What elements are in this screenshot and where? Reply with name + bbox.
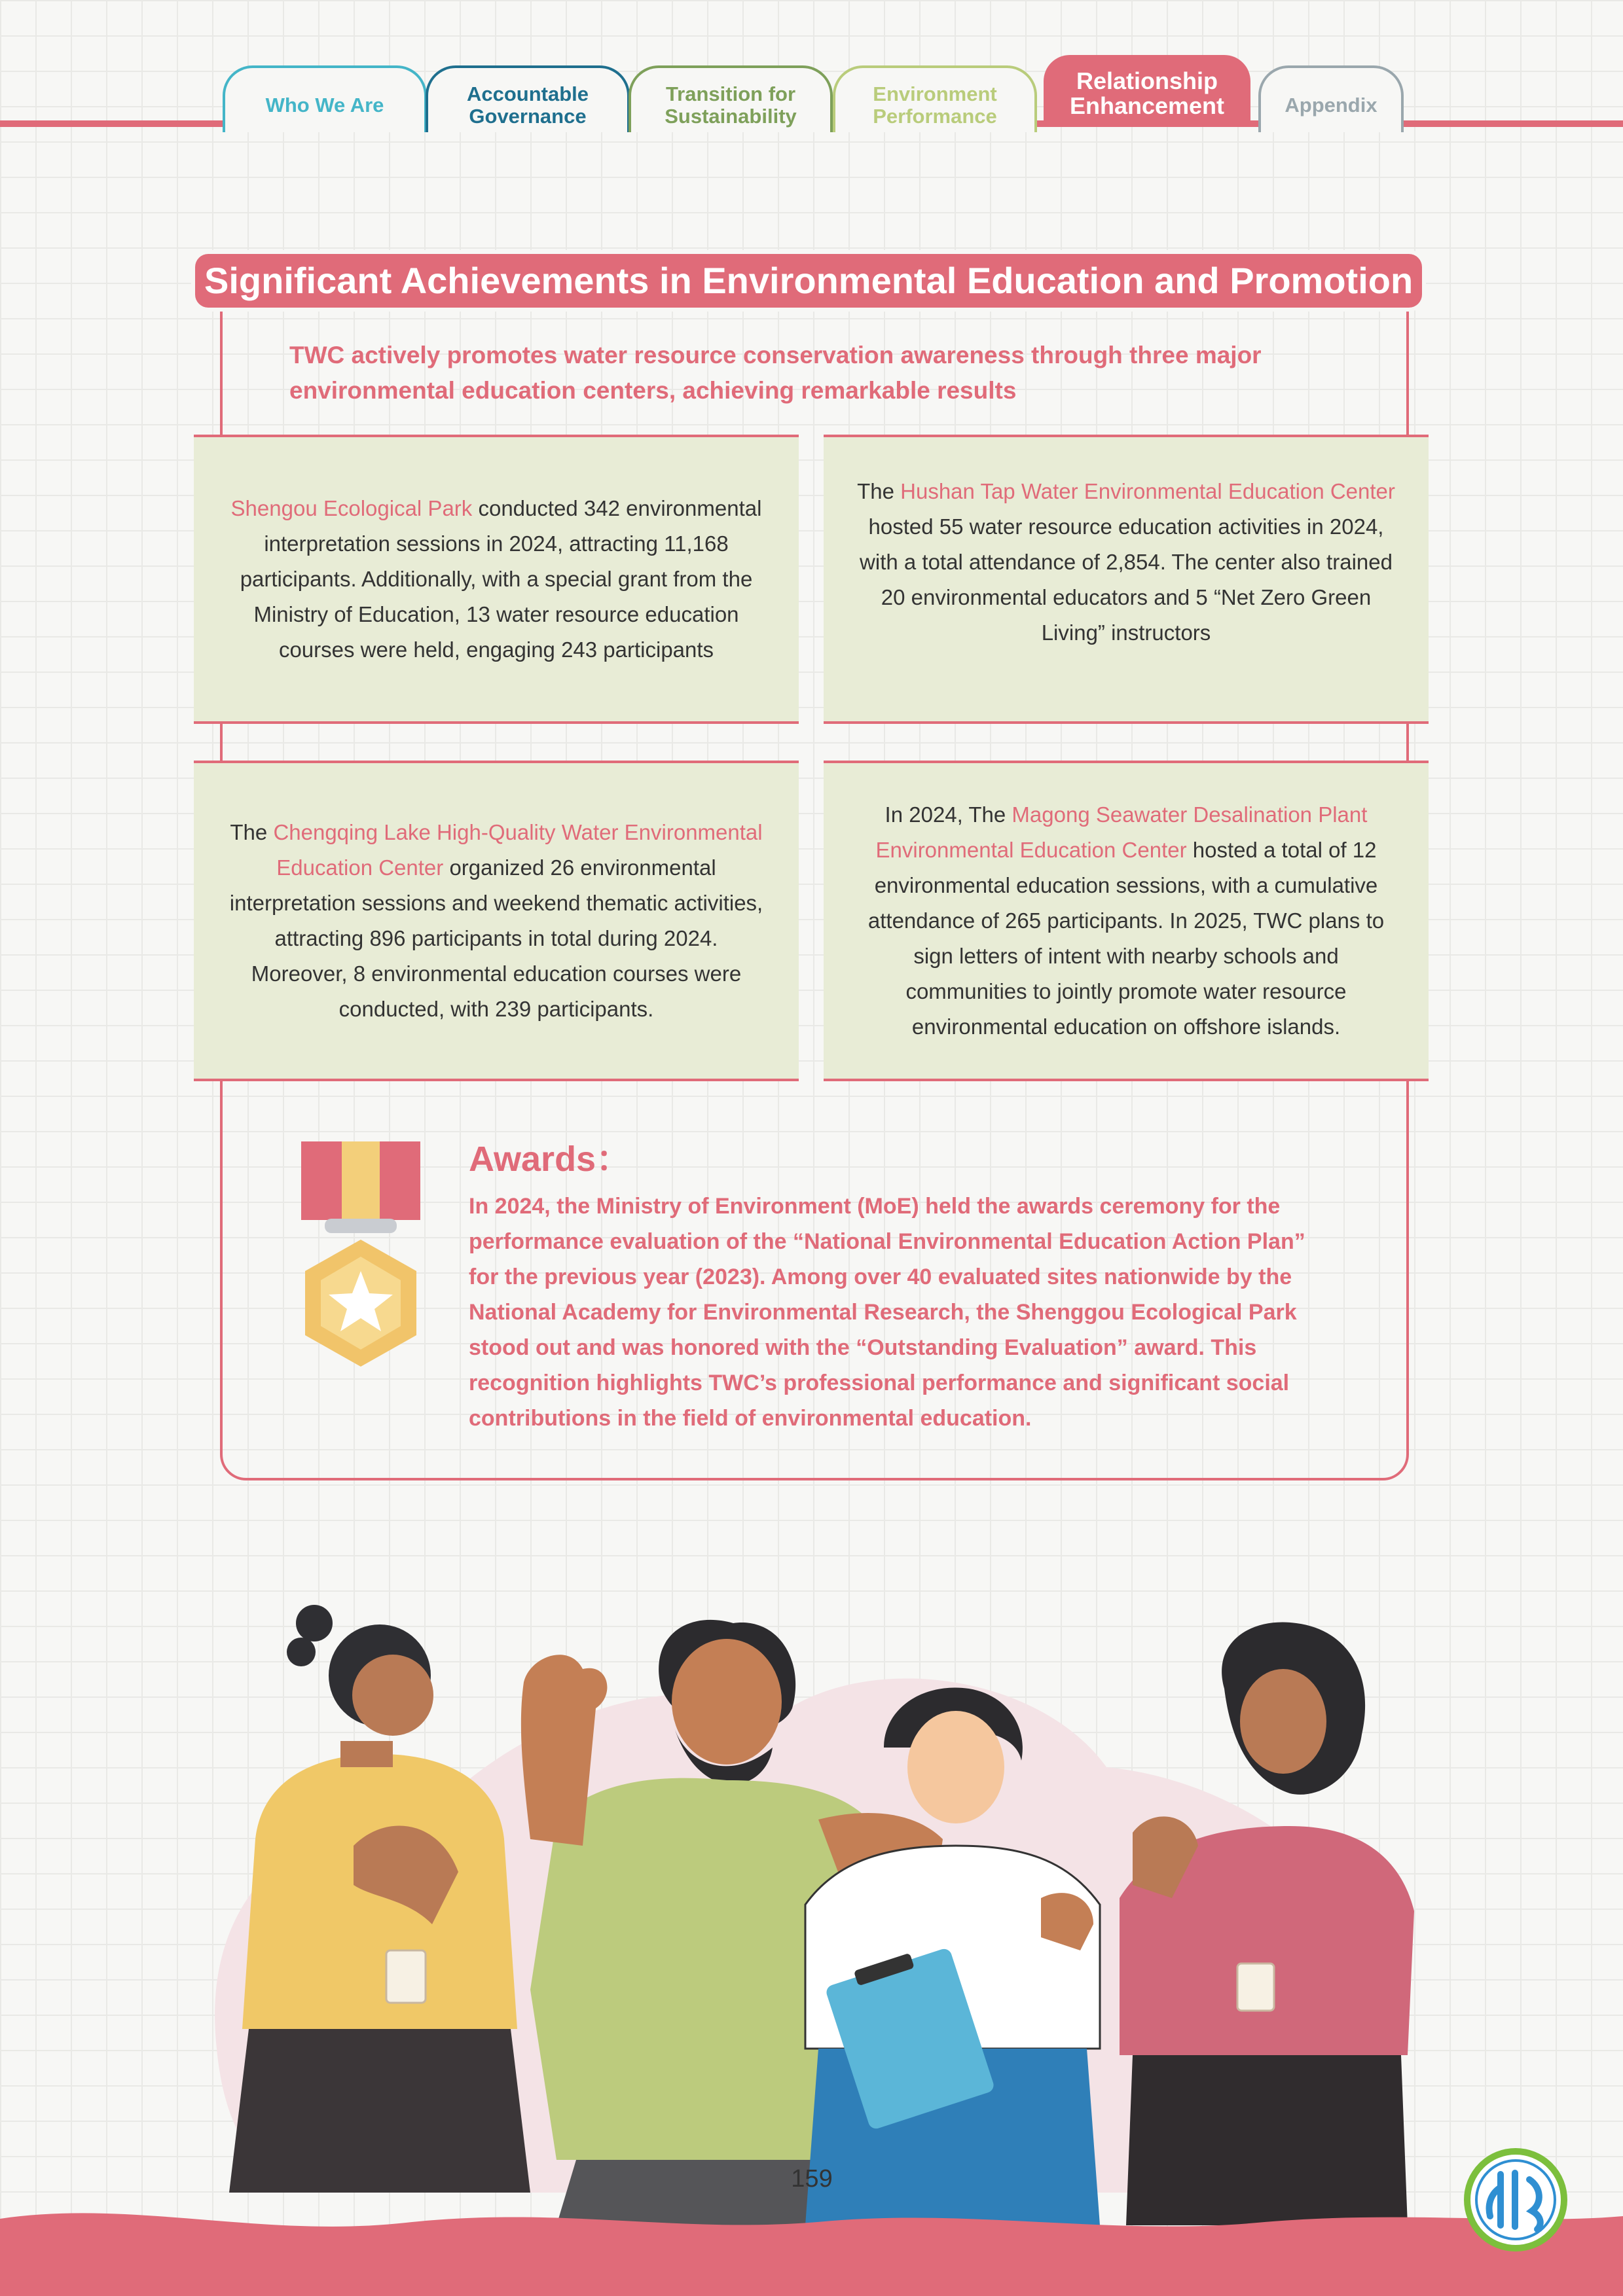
card-text xyxy=(856,474,1396,651)
people-celebrating-illustration xyxy=(190,1532,1434,2225)
card-shengou-ecological-park xyxy=(194,435,799,724)
card-text xyxy=(227,491,766,668)
tab-accountable-governance[interactable] xyxy=(426,65,630,132)
tab-label: Governance xyxy=(469,105,587,128)
tab-label: Performance xyxy=(873,105,997,128)
section-intro: TWC actively promotes water resource conservation awareness through three major environmental education centers, achieving remarkable results xyxy=(289,342,1262,404)
card-highlight: Chengqing Lake High-Quality Water Environmental Education Center xyxy=(273,820,763,880)
twc-logo-icon xyxy=(1464,2148,1567,2251)
tab-label: Accountable xyxy=(466,82,589,105)
card-highlight: Shengou Ecological Park xyxy=(230,496,473,520)
person-pink-shirt xyxy=(1120,1622,1414,2225)
card-text-post: hosted a total of 12 environmental education sessions, with a cumulative attendance of 265 participants. In 2025, TWC plans to sign letters of intent with nearby schools and communities to jointly promote water resource environmental education on offshore islands. xyxy=(867,838,1385,1039)
card-highlight: Magong Seawater Desalination Plant Environmental Education Center xyxy=(875,802,1368,862)
card-text-pre: In 2024, The xyxy=(884,802,1012,827)
card-text xyxy=(856,797,1396,1045)
card-text-post: conducted 342 environmental interpretation sessions in 2024, attracting 11,168 participants. Additionally, with a special grant from the Ministry of Education, 13 water resource education courses were held, engaging 243 participants xyxy=(240,496,762,662)
medal-icon xyxy=(299,1141,423,1372)
card-magong-center xyxy=(824,761,1429,1081)
person-yellow-shirt xyxy=(229,1605,530,2193)
page-number: 159 xyxy=(791,2165,833,2193)
tab-label: Who We Are xyxy=(265,94,384,117)
card-hushan-center xyxy=(824,435,1429,724)
card-chengqing-lake-center xyxy=(194,761,799,1081)
awards-title: Awards： xyxy=(469,1139,632,1179)
tab-label: Relationship xyxy=(1076,67,1218,94)
tab-relationship-enhancement-active[interactable] xyxy=(1044,55,1250,126)
card-highlight: Hushan Tap Water Environmental Education Center xyxy=(900,479,1395,503)
tab-label: Appendix xyxy=(1285,94,1377,117)
card-text-post: organized 26 environmental interpretation sessions and weekend thematic activities, attracting 896 participants in total during 2024. Moreover, 8 environmental education courses were conducted, with 239 participants. xyxy=(229,855,763,1021)
card-text-pre: The xyxy=(230,820,274,844)
tab-environment-performance[interactable] xyxy=(833,65,1037,132)
tab-who-we-are[interactable] xyxy=(223,65,427,132)
section-title: Significant Achievements in Environmental Education and Promotion xyxy=(195,254,1422,308)
tab-label: Environment xyxy=(873,82,997,105)
awards-body: In 2024, the Ministry of Environment (MoE) held the awards ceremony for the performance evaluation of the “National Environmental Education Action Plan” for the previous year (2023). Among over 40 evaluated sites nationwide by the National Academy for Environmental Research, the Shenggou Ecological Park stood out and was honored with the “Outstanding Evaluation” award. This recognition highlights TWC’s professional performance and significant social contributions in the field of environmental education. xyxy=(469,1194,1305,1431)
tab-label: Sustainability xyxy=(665,105,797,128)
card-text-pre: The xyxy=(857,479,901,503)
card-text-post: hosted 55 water resource education activities in 2024, with a total attendance of 2,854. The center also trained 20 environmental educators and 5 “Net Zero Green Living” instructors xyxy=(860,514,1393,645)
footer-wave xyxy=(0,2199,1623,2296)
tab-transition-for-sustainability[interactable] xyxy=(629,65,833,132)
card-text xyxy=(227,815,766,1027)
tab-appendix[interactable] xyxy=(1258,65,1404,132)
tab-label: Enhancement xyxy=(1069,92,1225,119)
tab-label: Transition for xyxy=(665,82,796,105)
